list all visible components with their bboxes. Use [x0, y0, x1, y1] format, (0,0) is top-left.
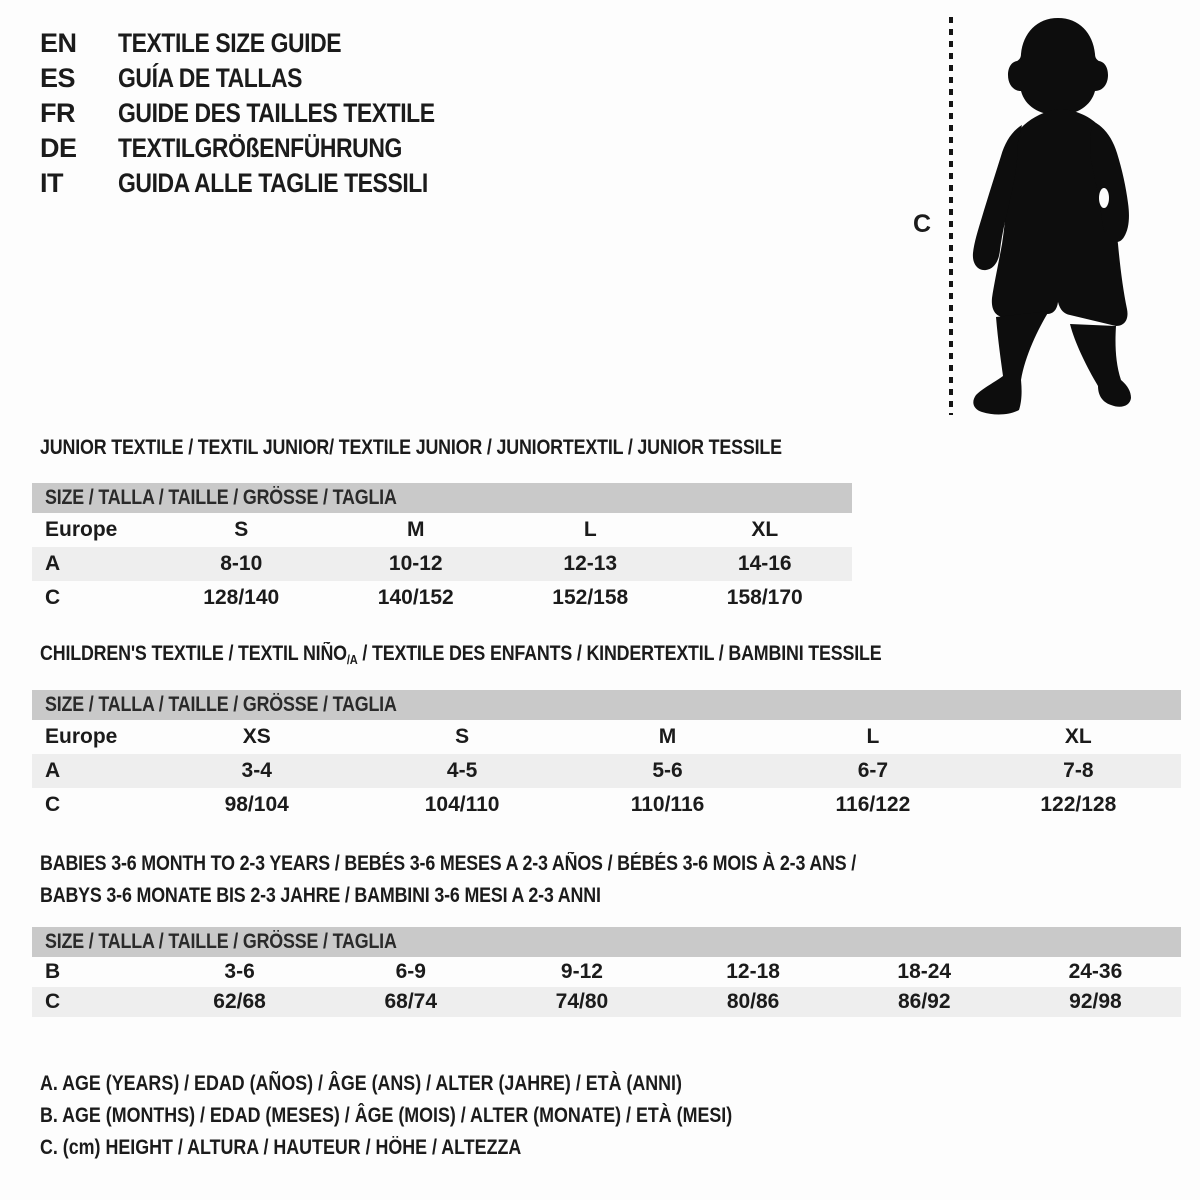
row-label: C — [45, 990, 61, 1013]
value-cell: 9-12 — [560, 960, 603, 983]
value-cell: 3-4 — [241, 759, 272, 782]
table-row-height — [32, 987, 1181, 1017]
value-cell: 92/98 — [1069, 990, 1122, 1013]
table-row-age-months — [32, 957, 1181, 987]
lang-code: IT — [40, 168, 63, 198]
value-cell: 152/158 — [552, 586, 629, 609]
lang-row-de — [40, 131, 491, 166]
table-row-age-years — [32, 754, 1181, 788]
lang-code: FR — [40, 98, 75, 128]
lang-code: EN — [40, 28, 77, 58]
row-label: C — [45, 793, 61, 816]
value-cell: 12-18 — [726, 960, 780, 983]
value-cell: 12-13 — [563, 552, 618, 575]
lang-title: GUÍA DE TALLAS — [118, 63, 303, 93]
value-cell: 5-6 — [652, 759, 683, 782]
value-cell: 4-5 — [446, 759, 478, 782]
size-cell: M — [407, 518, 425, 541]
value-cell: 18-24 — [897, 960, 952, 983]
value-cell: 3-6 — [224, 960, 255, 983]
table-row-europe — [32, 513, 852, 547]
children-size-table — [32, 690, 1181, 822]
value-cell: 6-9 — [395, 960, 426, 983]
lang-title: GUIDA ALLE TAGLIE TESSILI — [118, 168, 428, 198]
size-cell: M — [658, 725, 677, 748]
value-cell: 68/74 — [384, 990, 438, 1013]
legend-line-c: C. (cm) HEIGHT / ALTURA / HAUTEUR / HÖHE / ALTEZZA — [40, 1136, 522, 1159]
lang-code: DE — [40, 133, 77, 163]
legend-line-b: B. AGE (MONTHS) / EDAD (MESES) / ÂGE (MOIS) / ALTER (MONATE) / ETÀ (MESI) — [40, 1104, 733, 1127]
value-cell: 8-10 — [220, 552, 263, 575]
value-cell: 62/68 — [213, 990, 266, 1013]
row-label: C — [45, 586, 61, 609]
table-row-height — [32, 581, 852, 615]
row-label: Europe — [45, 518, 118, 541]
size-cell: S — [455, 725, 470, 748]
value-cell: 158/170 — [726, 586, 803, 609]
value-cell: 74/80 — [555, 990, 609, 1013]
babies-heading-line1: BABIES 3-6 MONTH TO 2-3 YEARS / BEBÉS 3-6 MESES A 2-3 AÑOS / BÉBÉS 3-6 MOIS À 2-3 ANS / — [40, 852, 857, 875]
table-row-height — [32, 788, 1181, 822]
babies-heading-line2: BABYS 3-6 MONATE BIS 2-3 JAHRE / BAMBINI 3-6 MESI A 2-3 ANNI — [40, 884, 601, 907]
value-cell: 104/110 — [424, 793, 500, 816]
lang-row-fr — [40, 96, 491, 131]
row-label: A — [45, 759, 61, 782]
babies-section-heading — [40, 848, 1000, 912]
value-cell: 7-8 — [1063, 759, 1094, 782]
toddler-silhouette-icon — [963, 14, 1138, 419]
row-label: Europe — [45, 725, 118, 748]
row-label: B — [45, 960, 61, 983]
value-cell: 14-16 — [737, 552, 792, 575]
lang-row-en — [40, 26, 491, 61]
row-label: A — [45, 552, 61, 575]
lang-row-es — [40, 61, 491, 96]
size-cell: L — [866, 725, 880, 748]
table-header-bar: SIZE / TALLA / TAILLE / GRÖSSE / TAGLIA — [32, 483, 852, 513]
height-measure-dashed-line — [949, 17, 953, 415]
value-cell: 122/128 — [1040, 793, 1117, 816]
size-cell: L — [583, 518, 597, 541]
table-row-europe — [32, 720, 1181, 754]
lang-code: ES — [40, 63, 76, 93]
junior-section-heading: JUNIOR TEXTILE / TEXTIL JUNIOR/ TEXTILE JUNIOR / JUNIORTEXTIL / JUNIOR TESSILE — [40, 436, 782, 459]
value-cell: 98/104 — [224, 793, 289, 816]
size-cell: XS — [242, 725, 271, 748]
value-cell: 140/152 — [377, 586, 454, 609]
heading-subscript: /A — [346, 652, 358, 667]
lang-row-it — [40, 166, 491, 201]
value-cell: 6-7 — [857, 759, 889, 782]
size-cell: XL — [1064, 725, 1092, 748]
table-header-bar: SIZE / TALLA / TAILLE / GRÖSSE / TAGLIA — [32, 927, 1181, 957]
legend — [40, 1068, 854, 1164]
junior-size-table — [32, 483, 852, 615]
lang-title: TEXTILGRÖßENFÜHRUNG — [118, 133, 402, 163]
value-cell: 24-36 — [1068, 960, 1123, 983]
lang-title: GUIDE DES TAILLES TEXTILE — [118, 98, 435, 128]
value-cell: 80/86 — [726, 990, 780, 1013]
legend-line-a: A. AGE (YEARS) / EDAD (AÑOS) / ÂGE (ANS) / ALTER (JAHRE) / ETÀ (ANNI) — [40, 1072, 682, 1095]
babies-size-table — [32, 927, 1181, 1017]
value-cell: 128/140 — [203, 586, 280, 609]
value-cell: 86/92 — [897, 990, 951, 1013]
children-section-heading: CHILDREN'S TEXTILE / TEXTIL $NIÑO_{/A}$ / TEXTILE DES ENFANTS / KINDERTEXTIL / BAMBINI TESSILE — [40, 642, 882, 667]
value-cell: 116/122 — [835, 793, 911, 816]
size-cell: XL — [751, 518, 779, 541]
height-measure-label: C — [913, 210, 932, 238]
language-header — [40, 26, 491, 201]
value-cell: 110/116 — [630, 793, 705, 816]
table-header-bar: SIZE / TALLA / TAILLE / GRÖSSE / TAGLIA — [32, 690, 1181, 720]
value-cell: 10-12 — [388, 552, 443, 575]
table-row-age-years — [32, 547, 852, 581]
lang-title: TEXTILE SIZE GUIDE — [118, 28, 342, 58]
size-cell: S — [234, 518, 249, 541]
